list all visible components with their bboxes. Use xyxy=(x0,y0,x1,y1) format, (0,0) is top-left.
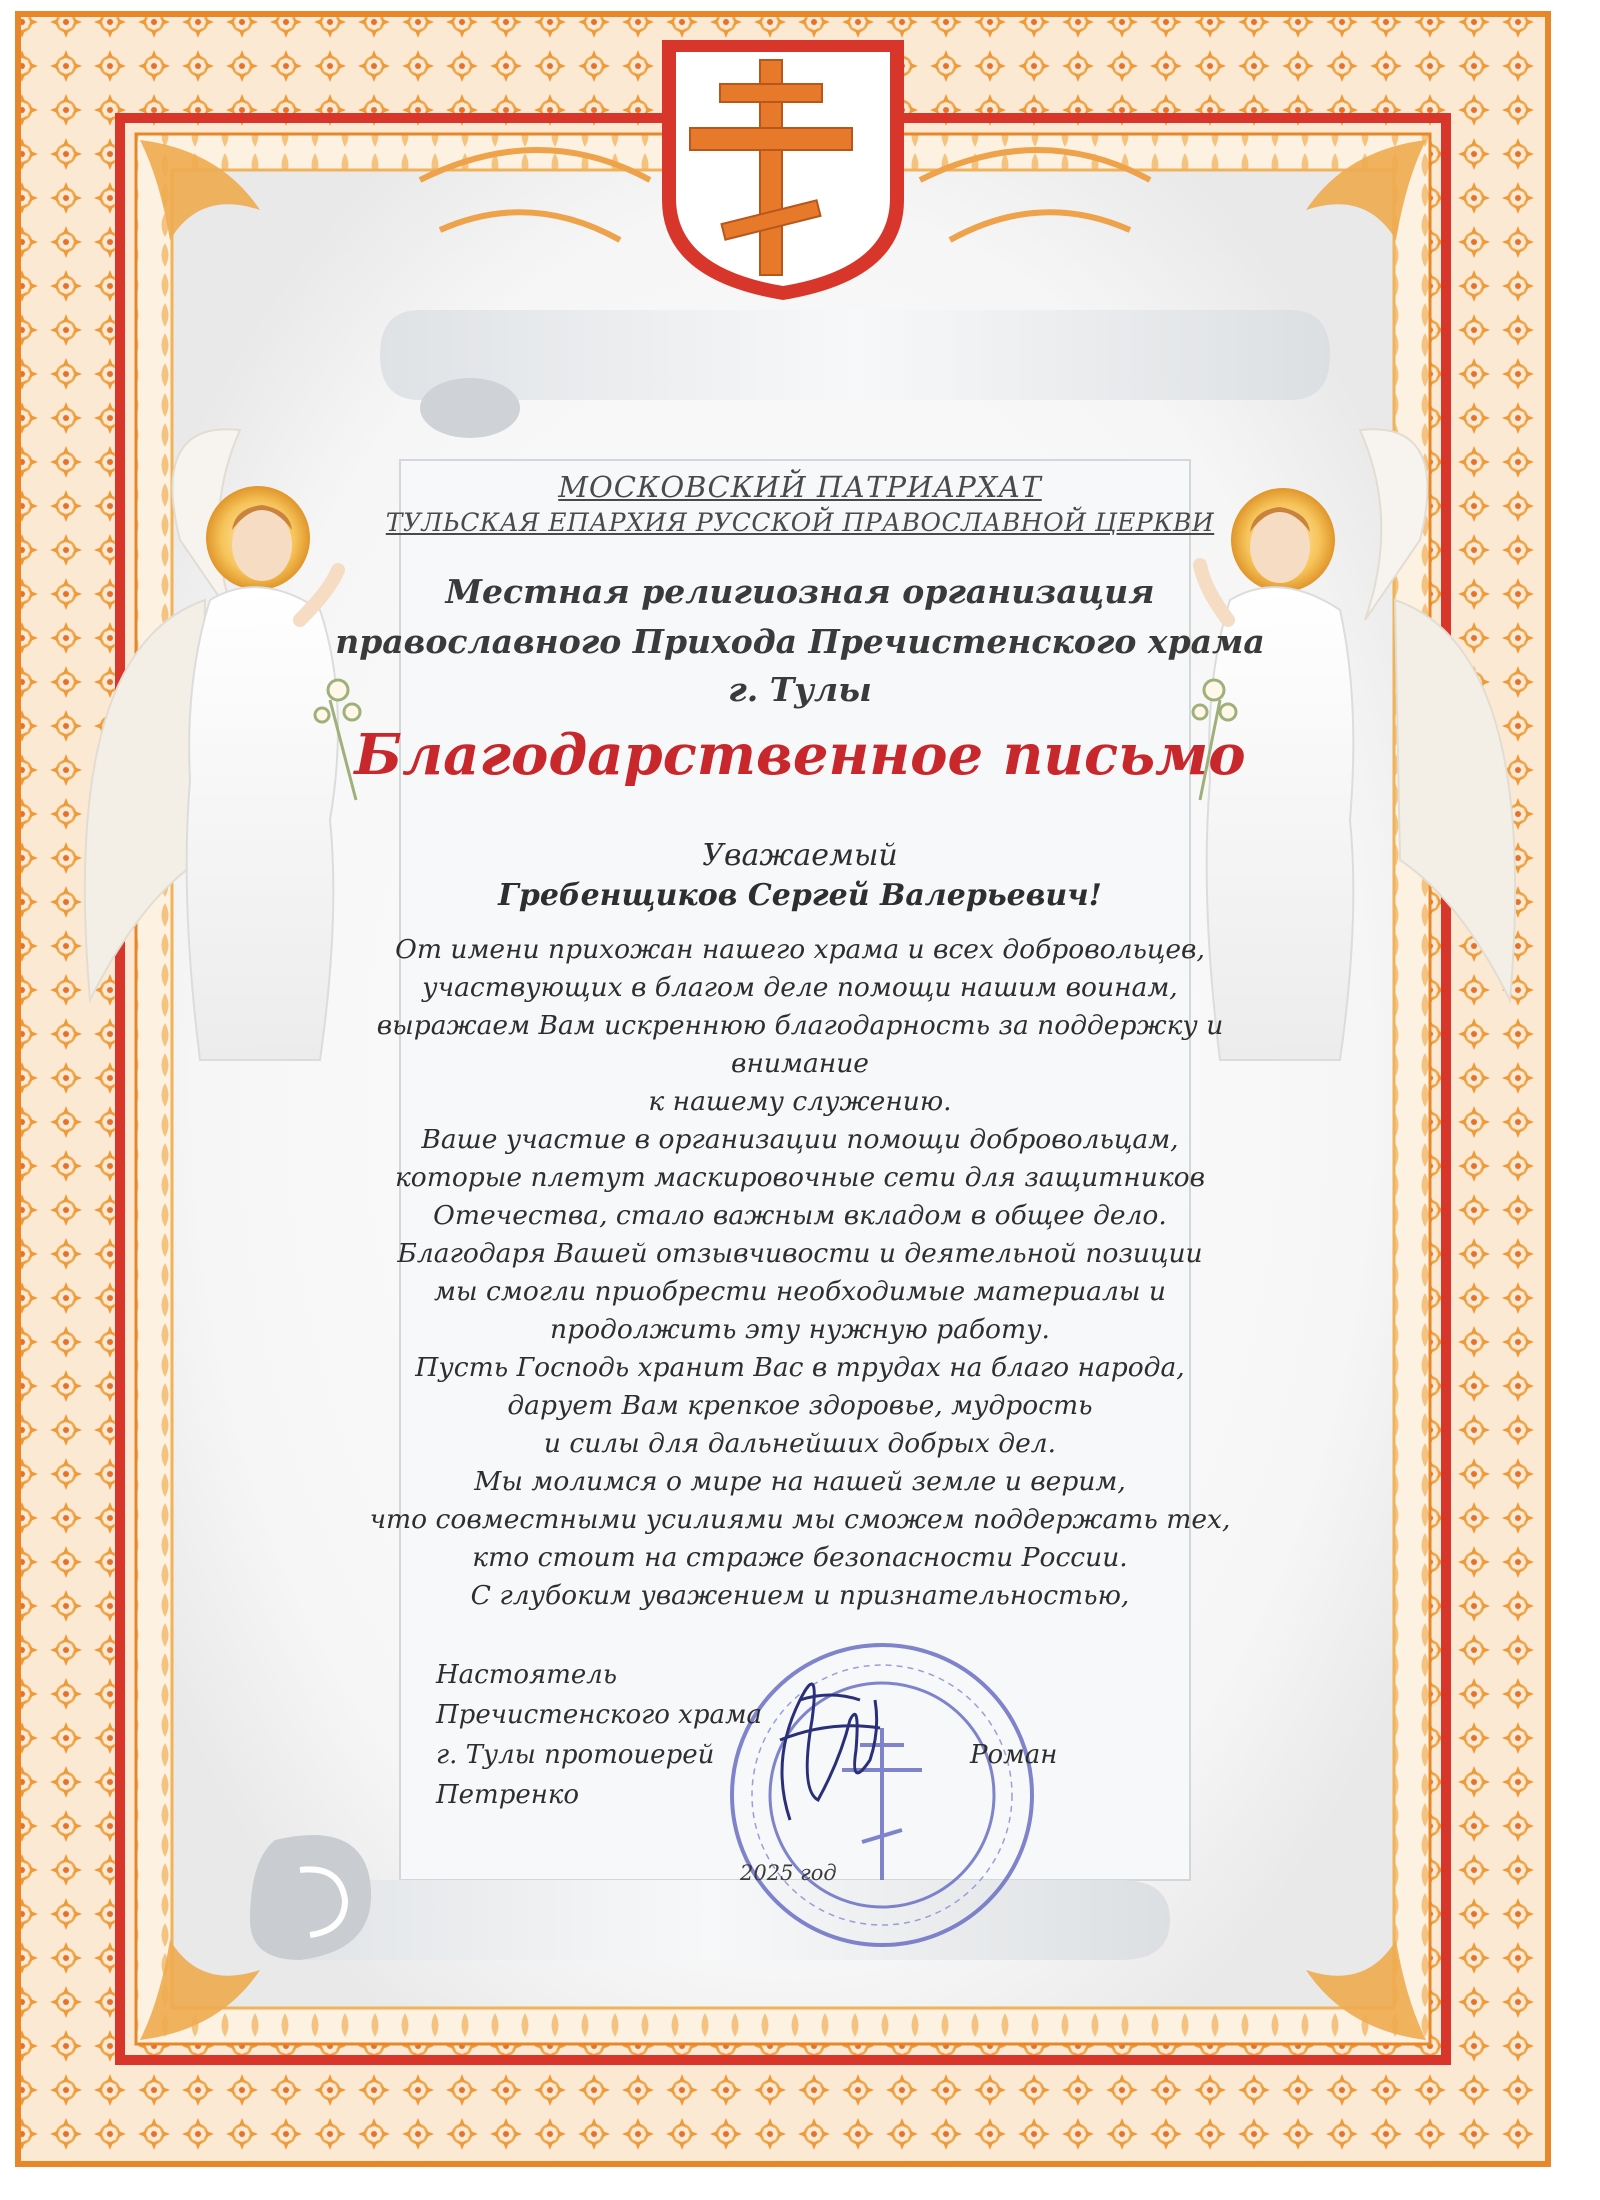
organization-line-3: г. Тулы xyxy=(728,670,872,709)
organization-line-1: Местная религиозная организация xyxy=(445,572,1155,611)
body-line: дарует Вам крепкое здоровье, мудрость xyxy=(507,1390,1093,1421)
body-line: выражаем Вам искреннюю благодарность за поддержку и xyxy=(376,1010,1224,1041)
organization-line-2: православного Прихода Пречистенского храма xyxy=(335,622,1265,661)
body-line: Ваше участие в организации помощи добровольцам, xyxy=(421,1124,1179,1155)
patriarchate-heading: МОСКОВСКИЙ ПАТРИАРХАТ xyxy=(558,470,1042,504)
body-line: что совместными усилиями мы сможем поддержать тех, xyxy=(369,1504,1231,1535)
body-line: внимание xyxy=(731,1048,869,1079)
body-line: Отечества, стало важным вкладом в общее дело. xyxy=(433,1200,1167,1231)
body-line: Благодаря Вашей отзывчивости и деятельной позиции xyxy=(397,1238,1203,1269)
signatory-first-name: Роман xyxy=(970,1740,1058,1770)
body-line: продолжить эту нужную работу. xyxy=(550,1314,1050,1345)
document-year: 2025 год xyxy=(740,1861,837,1885)
body-line: кто стоит на страже безопасности России. xyxy=(472,1542,1128,1573)
signatory-surname: Петренко xyxy=(436,1780,580,1810)
greeting-salutation: Уважаемый xyxy=(702,838,898,873)
body-line: Пусть Господь хранит Вас в трудах на благо народа, xyxy=(415,1352,1185,1383)
body-line: участвующих в благом деле помощи нашим воинам, xyxy=(422,972,1178,1003)
body-line: С глубоким уважением и признательностью, xyxy=(470,1580,1130,1611)
body-line: и силы для дальнейших добрых дел. xyxy=(543,1428,1057,1459)
signatory-title-line: Настоятель xyxy=(436,1660,618,1690)
body-line: От имени прихожан нашего храма и всех добровольцев, xyxy=(395,934,1205,965)
cross-shield-emblem xyxy=(662,40,904,300)
body-line: к нашему служению. xyxy=(648,1086,952,1117)
body-line: которые плетут маскировочные сети для защитников xyxy=(394,1162,1206,1193)
signatory-title-line: Пречистенского храма xyxy=(436,1700,763,1730)
recipient-name: Гребенщиков Сергей Валерьевич! xyxy=(498,878,1102,913)
document-title: Благодарственное письмо xyxy=(354,722,1246,788)
body-line: мы смогли приобрести необходимые материалы и xyxy=(434,1276,1166,1307)
signatory-title-line: г. Тулы протоиерей xyxy=(436,1740,715,1770)
body-line: Мы молимся о мире на нашей земле и верим, xyxy=(474,1466,1126,1497)
eparchy-heading: ТУЛЬСКАЯ ЕПАРХИЯ РУССКОЙ ПРАВОСЛАВНОЙ ЦЕРКВИ xyxy=(385,508,1215,537)
